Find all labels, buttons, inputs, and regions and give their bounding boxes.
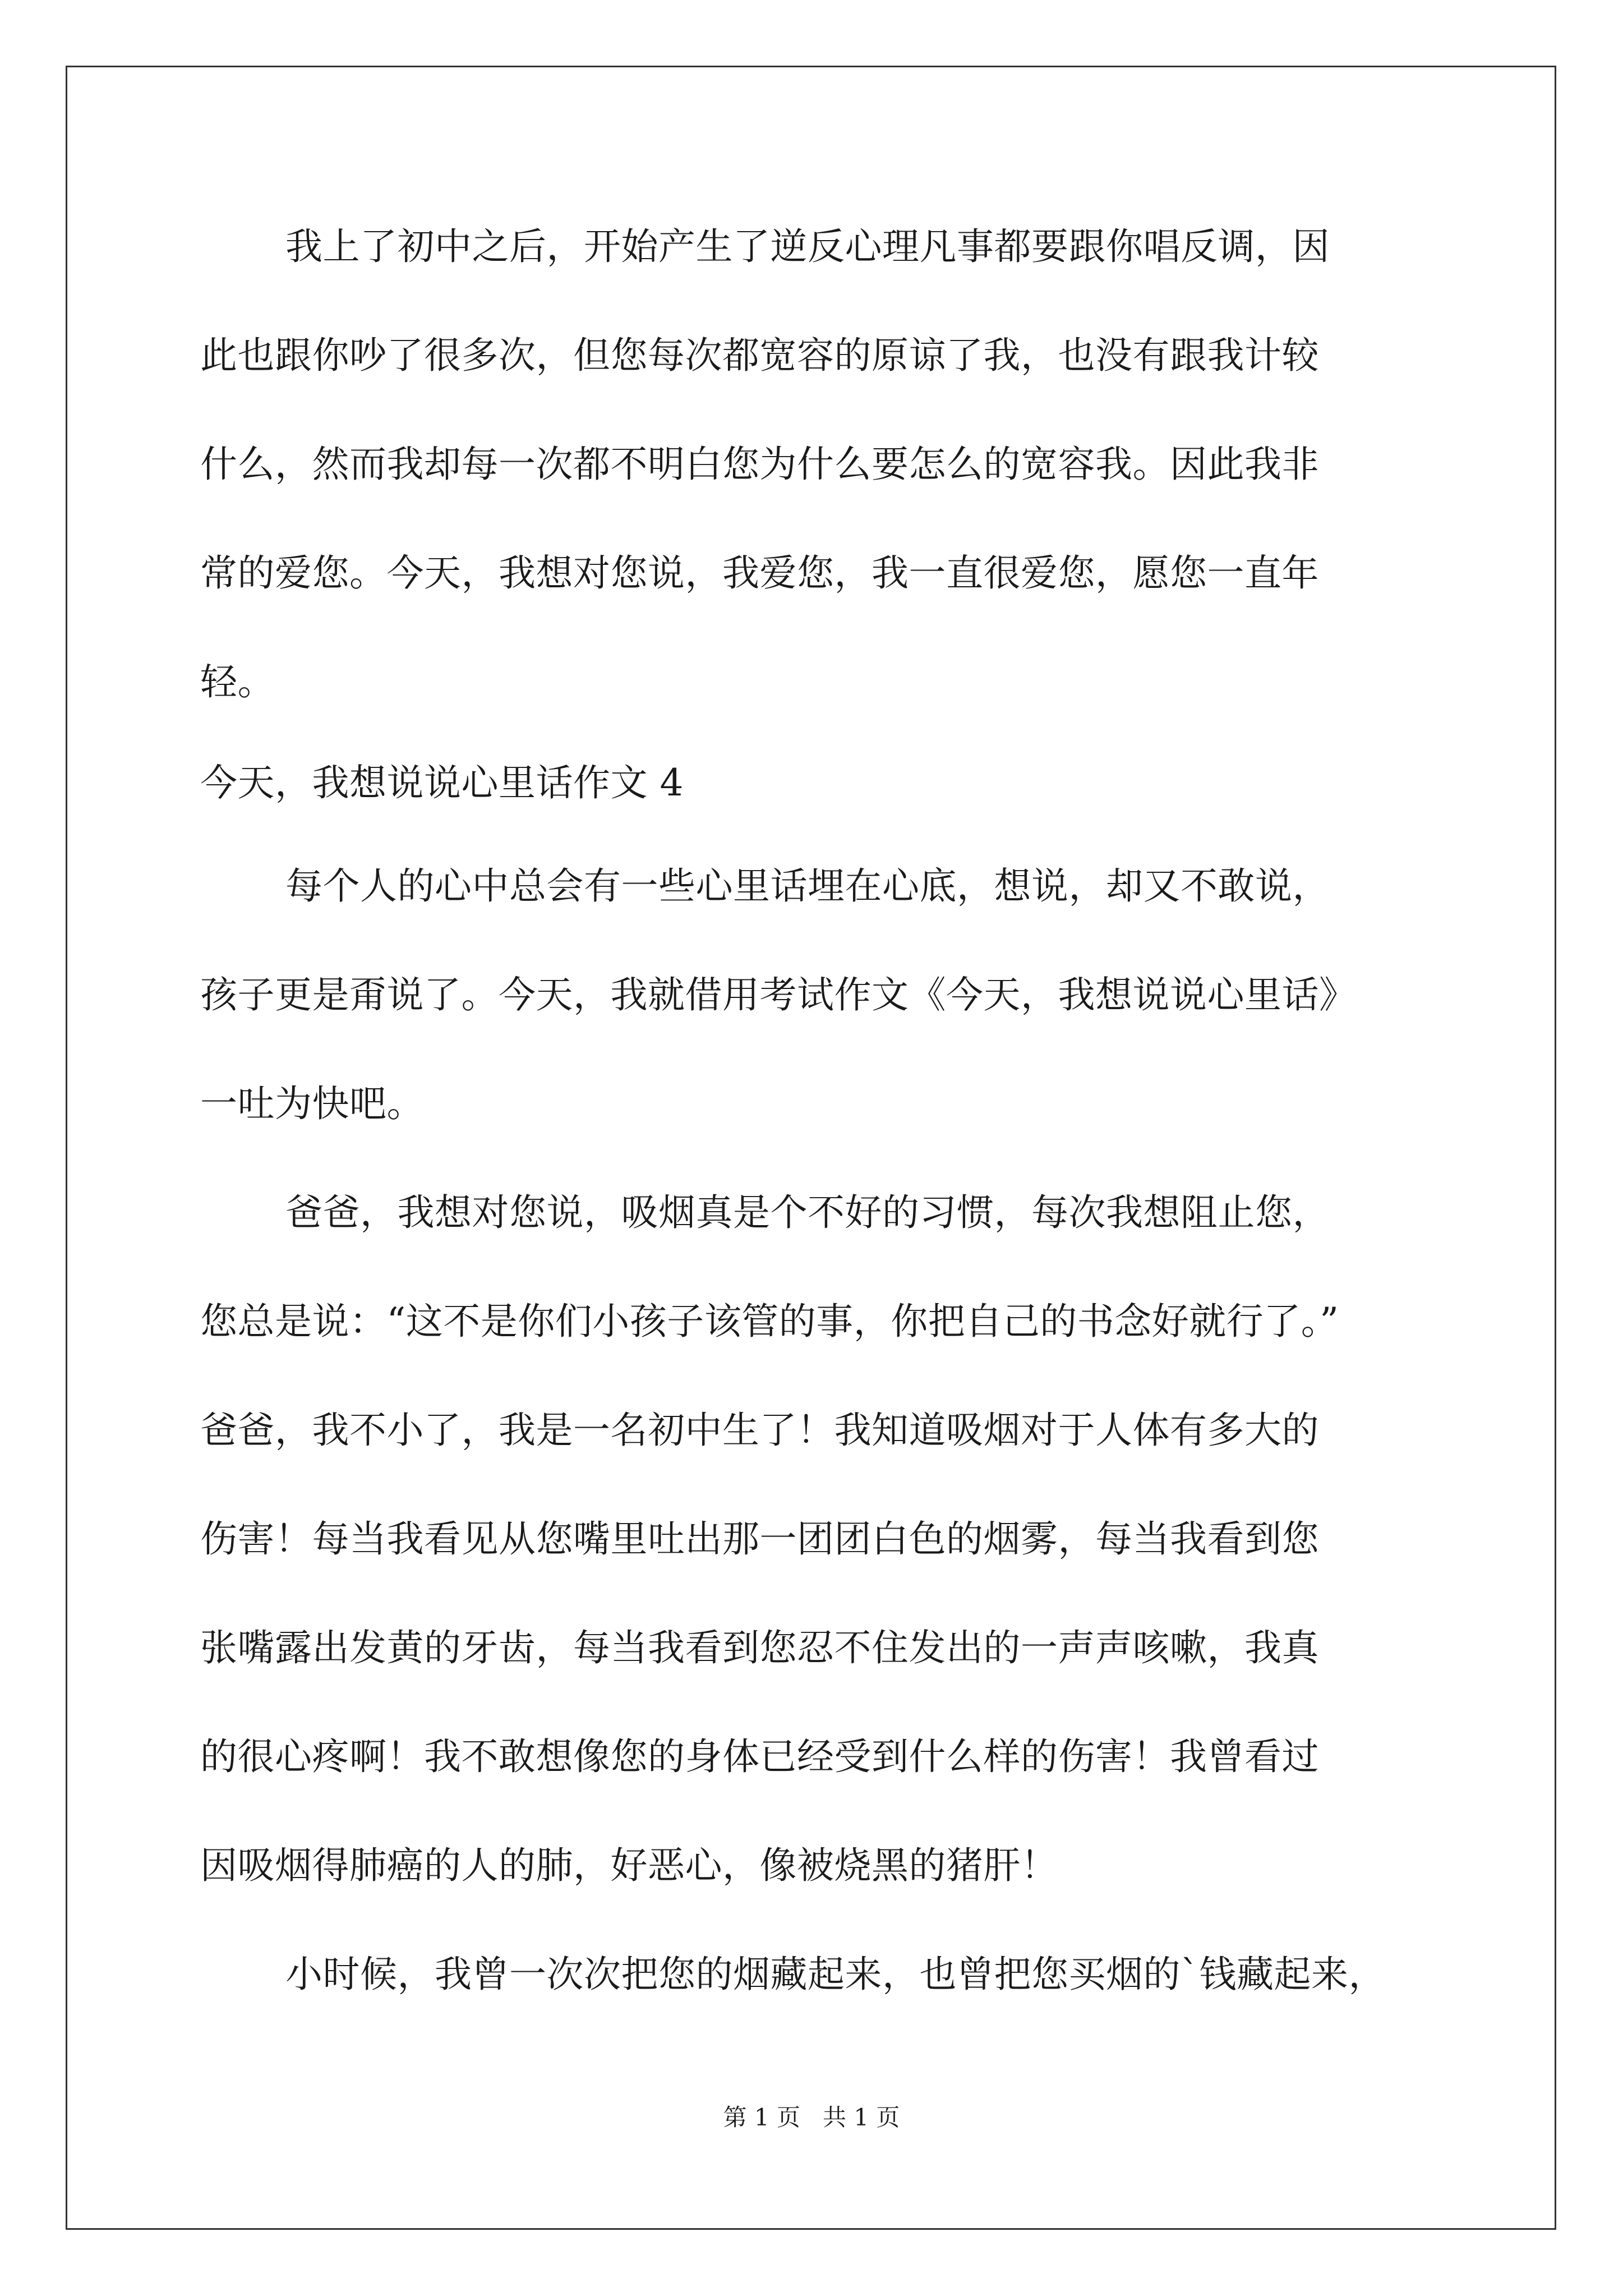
text-line: 孩子更是甭说了。今天，我就借用考试作文《今天，我想说说心里话》 — [200, 973, 1357, 1016]
text-line: 伤害！每当我看见从您嘴里吐出那一团团白色的烟雾，每当我看到您 — [200, 1517, 1319, 1561]
text-line: 张嘴露出发黄的牙齿，每当我看到您忍不住发出的一声声咳嗽，我真 — [200, 1626, 1319, 1669]
text-line: 小时候，我曾一次次把您的烟藏起来，也曾把您买烟的`钱藏起来， — [285, 1953, 1386, 1996]
text-line: 什么，然而我却每一次都不明白您为什么要怎么的宽容我。因此我非 — [200, 443, 1319, 486]
text-line: 我上了初中之后，开始产生了逆反心理凡事都要跟你唱反调，因 — [285, 225, 1330, 268]
text-line: 因吸烟得肺癌的人的肺，好恶心，像被烧黑的猪肝！ — [200, 1844, 1058, 1887]
page-footer — [0, 2101, 1623, 2134]
section-heading: 今天，我想说说心里话作文 4 — [200, 761, 684, 804]
text-line: 常的爱您。今天，我想对您说，我爱您，我一直很爱您，愿您一直年 — [200, 551, 1319, 595]
text-line: 爸爸，我想对您说，吸烟真是个不好的习惯，每次我想阻止您， — [285, 1191, 1330, 1234]
page-number: 第 1 页 — [723, 2104, 800, 2131]
text-line: 每个人的心中总会有一些心里话埋在心底，想说，却又不敢说， — [285, 864, 1330, 908]
text-line: 您总是说：“这不是你们小孩子该管的事，你把自己的书念好就行了。” — [200, 1300, 1339, 1343]
text-line: 轻。 — [200, 660, 275, 703]
page-border — [66, 66, 1556, 2230]
text-line: 一吐为快吧。 — [200, 1082, 424, 1125]
text-line: 爸爸，我不小了，我是一名初中生了！我知道吸烟对于人体有多大的 — [200, 1409, 1319, 1452]
text-line: 的很心疼啊！我不敢想像您的身体已经受到什么样的伤害！我曾看过 — [200, 1735, 1319, 1778]
page-total: 共 1 页 — [823, 2104, 900, 2131]
text-line: 此也跟你吵了很多次，但您每次都宽容的原谅了我，也没有跟我计较 — [200, 334, 1319, 377]
